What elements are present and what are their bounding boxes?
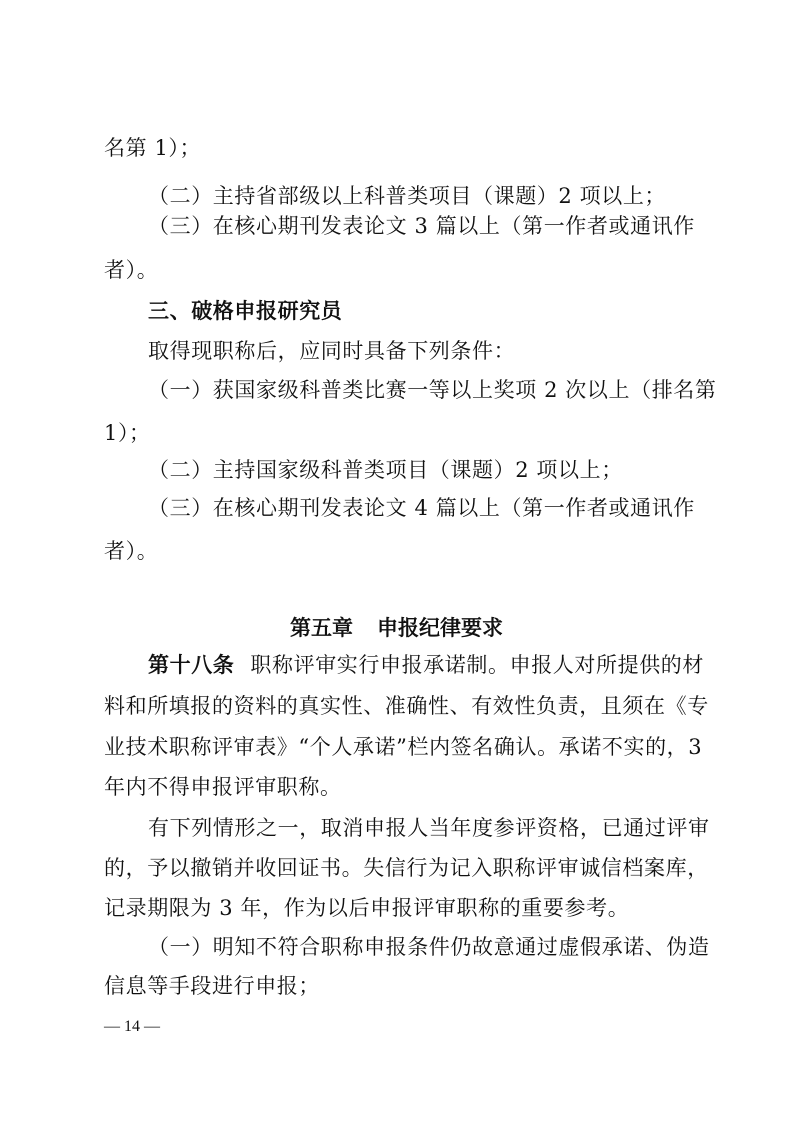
list-item: （一）明知不符合职称申报条件仍故意通过虚假承诺、伪造 xyxy=(148,935,710,959)
section-heading: 三、破格申报研究员 xyxy=(148,298,343,323)
chapter-title: 申报纪律要求 xyxy=(377,615,503,640)
body-line: 取得现职称后，应同时具备下列条件： xyxy=(148,339,516,363)
body-line: 信息等手段进行申报； xyxy=(104,974,320,998)
body-line: 1）； xyxy=(104,421,151,445)
body-line: 料和所填报的资料的真实性、准确性、有效性负责，且须在《专 xyxy=(104,694,709,718)
list-item: （二）主持省部级以上科普类项目（课题）2 项以上； xyxy=(148,184,667,208)
body-line: 名第 1）； xyxy=(104,136,202,160)
body-line: 者）。 xyxy=(104,539,159,563)
chapter-heading xyxy=(0,613,793,643)
page-number: — 14 — xyxy=(104,1018,160,1035)
article-text: 职称评审实行申报承诺制。申报人对所提供的材 xyxy=(250,653,705,677)
chapter-label: 第五章 xyxy=(290,615,353,640)
body-line: 年内不得申报评审职称。 xyxy=(104,775,342,799)
body-line: 的，予以撤销并收回证书。失信行为记入职称评审诚信档案库， xyxy=(104,856,709,880)
list-item: （二）主持国家级科普类项目（课题）2 项以上； xyxy=(148,458,623,482)
body-line: 有下列情形之一，取消申报人当年度参评资格，已通过评审 xyxy=(148,816,710,840)
body-line: 记录期限为 3 年，作为以后申报评审职称的重要参考。 xyxy=(104,896,630,920)
list-item: （一）获国家级科普类比赛一等以上奖项 2 次以上（排名第 xyxy=(148,378,717,402)
list-item: （三）在核心期刊发表论文 4 篇以上（第一作者或通讯作 xyxy=(148,496,695,520)
article-first-line xyxy=(148,650,704,680)
body-line: 者）。 xyxy=(104,258,159,282)
body-line: 业技术职称评审表》“个人承诺”栏内签名确认。承诺不实的，3 xyxy=(104,735,703,759)
article-label: 第十八条 xyxy=(148,652,235,677)
list-item: （三）在核心期刊发表论文 3 篇以上（第一作者或通讯作 xyxy=(148,214,695,238)
